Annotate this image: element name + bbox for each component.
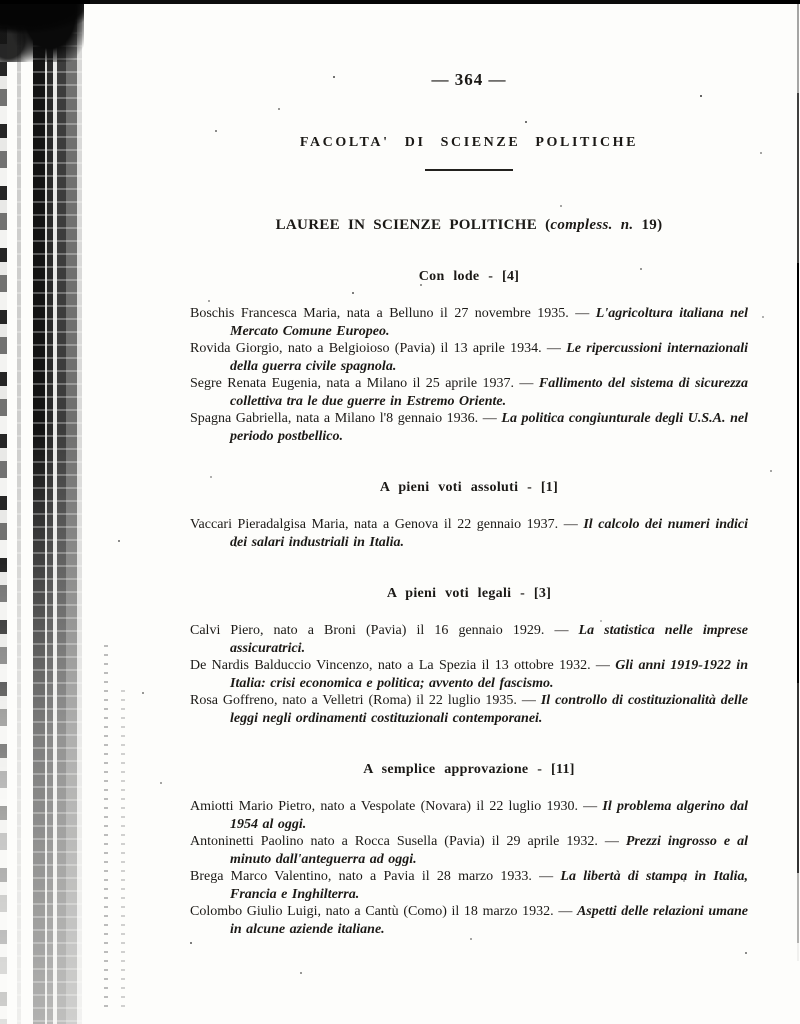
graduate-name: Amiotti Mario Pietro, nato a Vespolate (Novara) il 22 luglio 1930. [190,799,578,814]
em-dash-separator: — [531,869,561,884]
degree-title-italic: compless. n. [550,217,634,233]
graduate-name: Segre Renata Eugenia, nata a Milano il 25 aprile 1937. [190,376,515,391]
scan-gutter-streak [104,645,108,1013]
graduate-entry [190,410,748,445]
thesis-title: La politica congiunturale degli U.S.A. nel periodo postbellico. [230,411,749,444]
thesis-title: Il problema algerino dal 1954 al oggi. [230,799,748,832]
grade-section [190,268,748,445]
graduate-entries [190,798,748,938]
grade-heading: A semplice approvazione - [11] [363,762,575,777]
graduate-entries [190,622,748,727]
em-dash-separator: — [597,834,626,849]
thesis-title: Fallimento del sistema di sicurezza collettiva tra le due guerre in Estremo Oriente. [230,376,748,409]
scan-left-edge-marks [0,0,7,1024]
thesis-title: Il controllo di costituzionalità delle leggi negli ordinamenti costituzionali contemporanei. [230,693,749,726]
thesis-title: Prezzi ingrosso e al minuto dall'anteguerra ad oggi. [230,834,748,867]
em-dash-separator: — [577,799,603,814]
book-binding-shadow [0,0,90,1024]
scan-right-edge [797,3,799,961]
graduate-name: Boschis Francesca Maria, nata a Belluno il 27 novembre 1935. [190,306,569,321]
grade-section [190,585,748,727]
graduate-entry [190,622,748,657]
thesis-title: Gli anni 1919-1922 in Italia: crisi economica e politica; avvento del fascismo. [230,658,748,691]
em-dash-separator: — [514,376,539,391]
graduate-name: Antoninetti Paolino nato a Rocca Susella (Pavia) il 29 aprile 1932. [190,834,598,849]
graduate-entries [190,516,748,551]
grade-heading: A pieni voti legali - [3] [386,586,552,601]
em-dash-separator: — [544,623,579,638]
degree-list-title [190,216,748,234]
em-dash-separator: — [553,904,577,919]
graduate-name: Vaccari Pieradalgisa Maria, nata a Genova il 22 gennaio 1937. [190,517,559,532]
graduate-name: Spagna Gabriella, nata a Milano l'8 gennaio 1936. [190,411,479,426]
title-divider [425,169,513,171]
thesis-title: L'agricoltura italiana nel Mercato Comune Europeo. [230,306,748,339]
em-dash-separator: — [590,658,616,673]
graduate-entry [190,305,748,340]
thesis-title: La libertà di stampa in Italia, Francia e Inghilterra. [230,869,749,902]
graduate-entry [190,868,748,903]
graduate-name: De Nardis Balduccio Vincenzo, nato a La Spezia il 13 ottobre 1932. [190,658,591,673]
page-content [190,0,748,938]
grade-section [190,479,748,551]
thesis-title: La statistica nelle imprese assicuratrici. [230,623,748,656]
graduate-name: Calvi Piero, nato a Broni (Pavia) il 16 gennaio 1929. [190,623,545,638]
graduate-entries [190,305,748,445]
em-dash-separator: — [558,517,584,532]
grade-heading: A pieni voti assoluti - [1] [379,480,559,495]
graduate-entry [190,798,748,833]
thesis-title: Aspetti delle relazioni umane in alcune aziende italiane. [230,904,749,937]
degree-title-suffix: 19) [633,217,663,233]
graduate-entry [190,375,748,410]
graduate-entry [190,516,748,551]
em-dash-separator: — [568,306,596,321]
em-dash-separator: — [516,693,541,708]
graduate-entry [190,692,748,727]
graduate-name: Rovida Giorgio, nato a Belgioioso (Pavia) il 13 aprile 1934. [190,341,542,356]
grade-heading: Con lode - [4] [418,269,520,284]
graduate-entry [190,657,748,692]
graduate-entry [190,903,748,938]
graduate-name: Brega Marco Valentino, nato a Pavia il 28 marzo 1933. [190,869,532,884]
grade-section [190,761,748,938]
graduate-name: Rosa Goffreno, nato a Velletri (Roma) il 22 luglio 1935. [190,693,517,708]
graduate-name: Colombo Giulio Luigi, nato a Cantù (Como) il 18 marzo 1932. [190,904,554,919]
em-dash-separator: — [541,341,567,356]
graduate-entry [190,340,748,375]
grade-sections [190,268,748,938]
scan-noise-speckles [0,0,2,2]
thesis-title: Le ripercussioni internazionali della guerra civile spagnola. [230,341,748,374]
em-dash-separator: — [478,411,502,426]
scan-gutter-streak [121,690,125,1010]
scan-corner-blot [0,0,84,62]
page-number: — 364 — [431,70,507,89]
thesis-title: Il calcolo dei numeri indici dei salari industriali in Italia. [230,517,748,550]
degree-title-text: LAUREE IN SCIENZE POLITICHE ( [275,217,551,233]
faculty-title: FACOLTA' DI SCIENZE POLITICHE [299,135,639,150]
graduate-entry [190,833,748,868]
